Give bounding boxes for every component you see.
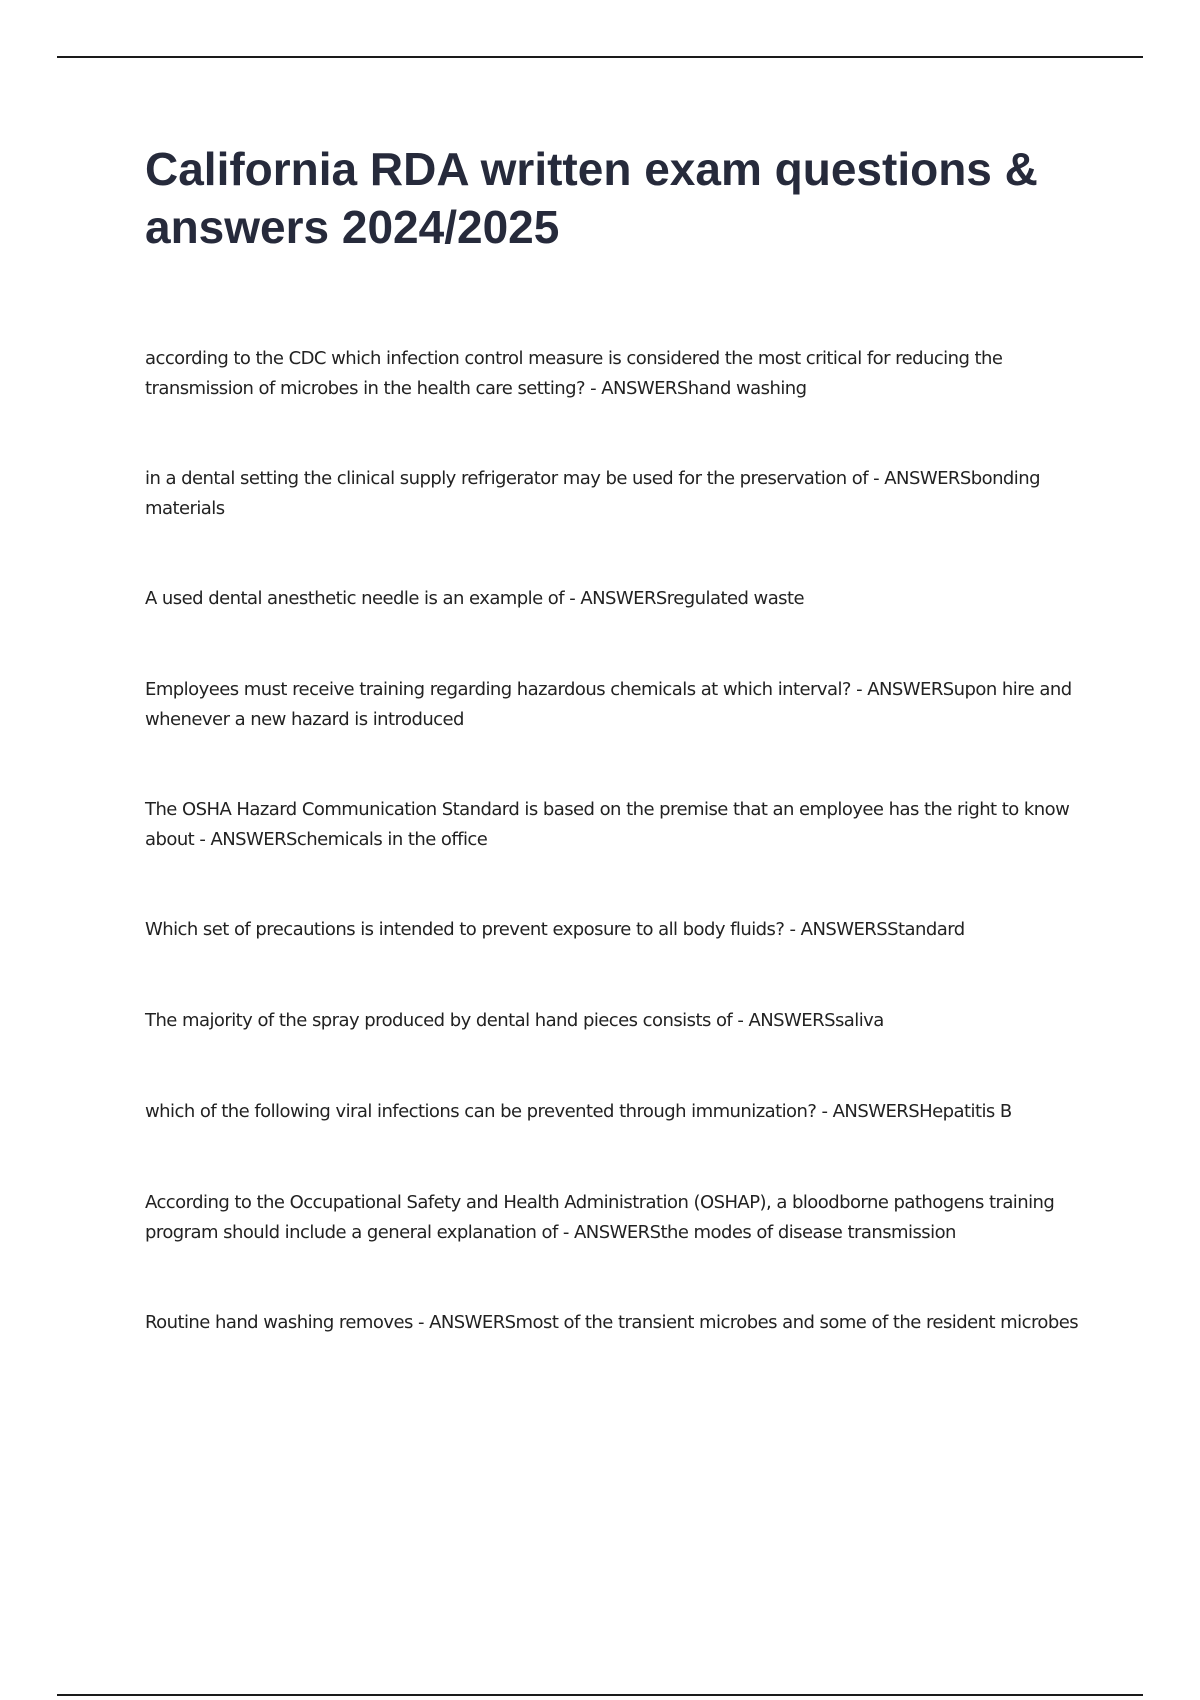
document-title: California RDA written exam questions & answers 2024/2025: [145, 143, 1038, 253]
bottom-divider: [57, 1694, 1143, 1696]
qa-item: Employees must receive training regarding hazardous chemicals at which interval? - ANSWERSupon hire and whenever a new hazard is introduced: [145, 679, 1072, 730]
top-divider: [57, 56, 1143, 58]
qa-item: The OSHA Hazard Communication Standard is based on the premise that an employee has the right to know about - ANSWERSchemicals in the office: [145, 799, 1070, 850]
qa-item: Routine hand washing removes - ANSWERSmost of the transient microbes and some of the resident microbes: [145, 1312, 1079, 1333]
qa-item: A used dental anesthetic needle is an example of - ANSWERSregulated waste: [145, 588, 805, 609]
question-answer-list: [145, 344, 1090, 1368]
qa-item: which of the following viral infections can be prevented through immunization? - ANSWERSHepatitis B: [145, 1101, 1012, 1122]
qa-item: According to the Occupational Safety and Health Administration (OSHAP), a bloodborne pathogens training program should include a general explanation of - ANSWERSthe modes of disease transmission: [145, 1192, 1055, 1243]
qa-item: The majority of the spray produced by dental hand pieces consists of - ANSWERSsaliva: [145, 1010, 884, 1031]
qa-item: Which set of precautions is intended to prevent exposure to all body fluids? - ANSWERSStandard: [145, 919, 965, 940]
qa-item: according to the CDC which infection control measure is considered the most critical for reducing the transmission of microbes in the health care setting? - ANSWERShand washing: [145, 348, 1003, 399]
qa-item: in a dental setting the clinical supply refrigerator may be used for the preservation of - ANSWERSbonding materials: [145, 468, 1040, 519]
